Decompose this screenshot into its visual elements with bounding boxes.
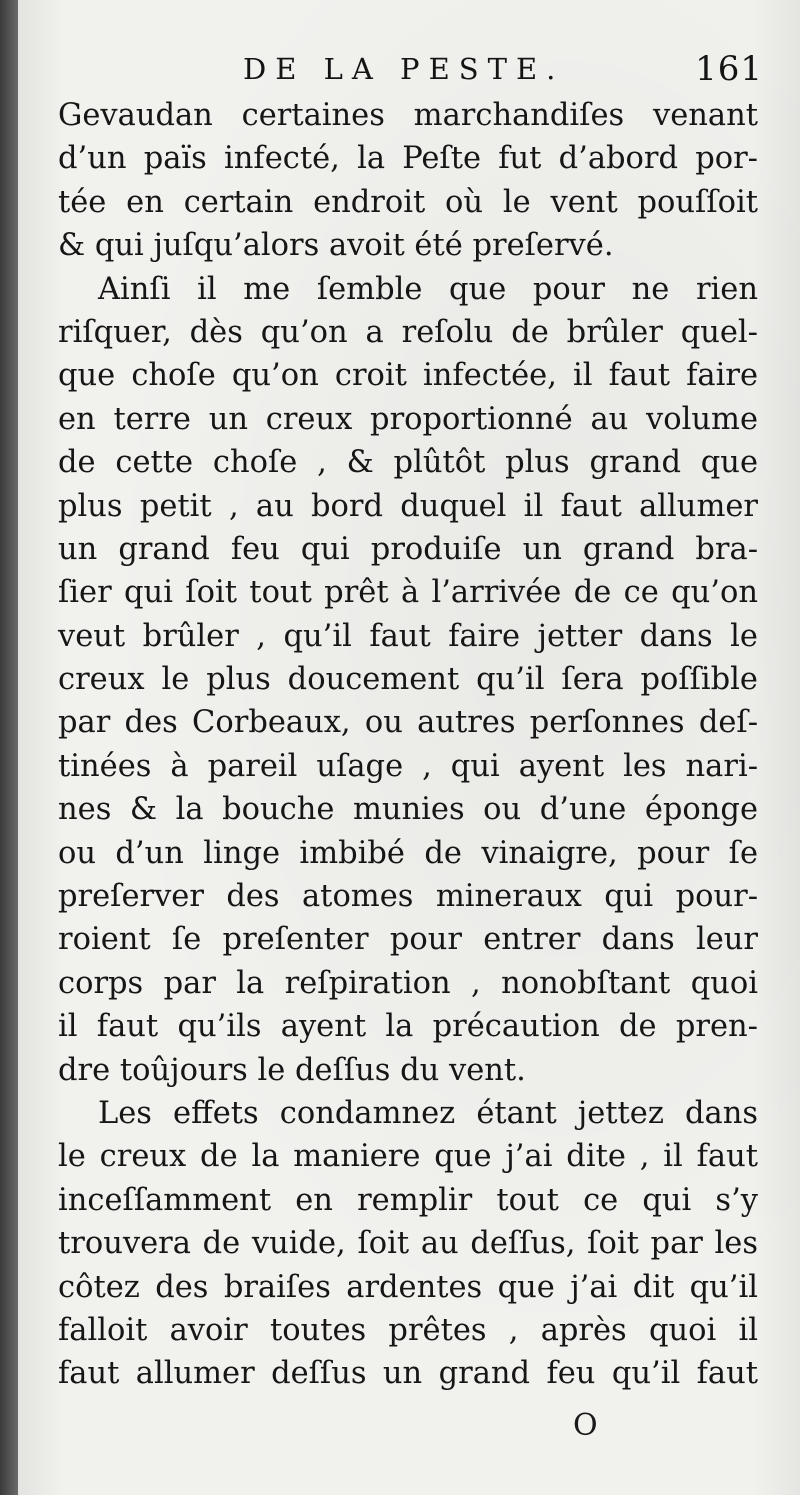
text-line: dre toûjours le deſſus du vent. bbox=[58, 1052, 526, 1088]
text-line: & qui juſqu’alors avoit été preſervé. bbox=[58, 228, 614, 264]
text-line: en terre un creux proportionné au volume bbox=[58, 401, 758, 437]
text-line: faut allumer deſſus un grand feu qu’il faut bbox=[58, 1356, 758, 1392]
text-line: Les effets condamnez étant jettez dans bbox=[98, 1095, 758, 1131]
text-line: tée en certain endroit où le vent pouſſoit bbox=[58, 184, 758, 220]
text-line: un grand feu qui produiſe un grand bra- bbox=[58, 531, 758, 567]
text-line: par des Corbeaux, ou autres perſonnes deſ- bbox=[58, 705, 758, 741]
text-line: le creux de la maniere que j’ai dite , il faut bbox=[58, 1139, 758, 1175]
text-line: tinées à pareil uſage , qui ayent les nari- bbox=[58, 748, 758, 784]
text-line: nes & la bouche munies ou d’une éponge bbox=[58, 792, 758, 828]
text-line: côtez des braiſes ardentes que j’ai dit qu’il bbox=[58, 1269, 758, 1305]
text-line: que choſe qu’on croit infectée, il faut faire bbox=[58, 358, 758, 394]
text-line: veut brûler , qu’il faut faire jetter dans le bbox=[58, 618, 758, 654]
text-line: preſerver des atomes mineraux qui pour- bbox=[58, 879, 758, 915]
text-line: plus petit , au bord duquel il faut allumer bbox=[58, 488, 758, 524]
page-gutter-shadow bbox=[0, 0, 18, 1495]
text-line: il faut qu’ils ayent la précaution de pren- bbox=[58, 1009, 758, 1045]
text-line: inceſſamment en remplir tout ce qui s’y bbox=[58, 1182, 758, 1218]
text-line: ou d’un linge imbibé de vinaigre, pour ſe bbox=[58, 835, 758, 871]
text-line: d’un païs infecté, la Peſte fut d’abord por- bbox=[58, 141, 758, 177]
text-line: roient ſe preſenter pour entrer dans leur bbox=[58, 922, 758, 958]
body-text bbox=[58, 94, 758, 1396]
text-line: corps par la reſpiration , nonobſtant quoi bbox=[58, 965, 758, 1001]
catchword: O bbox=[573, 1408, 598, 1443]
text-line: Gevaudan certaines marchandiſes venant bbox=[58, 98, 758, 133]
text-line: trouvera de vuide, ſoit au deſſus, ſoit par les bbox=[58, 1226, 758, 1262]
text-line: falloit avoir toutes prêtes , après quoi il bbox=[58, 1312, 758, 1348]
book-page bbox=[18, 0, 800, 1495]
text-line: ſier qui ſoit tout prêt à l’arrivée de ce qu’on bbox=[58, 575, 758, 611]
page-number: 161 bbox=[695, 49, 763, 89]
running-title: DE LA PESTE. bbox=[243, 52, 565, 86]
text-line: riſquer, dès qu’on a reſolu de brûler quel- bbox=[58, 314, 758, 350]
text-line: Ainſi il me ſemble que pour ne rien bbox=[98, 271, 758, 307]
text-line: de cette choſe , & plûtôt plus grand que bbox=[58, 445, 758, 481]
text-line: creux le plus doucement qu’il ſera poſſible bbox=[58, 662, 758, 698]
